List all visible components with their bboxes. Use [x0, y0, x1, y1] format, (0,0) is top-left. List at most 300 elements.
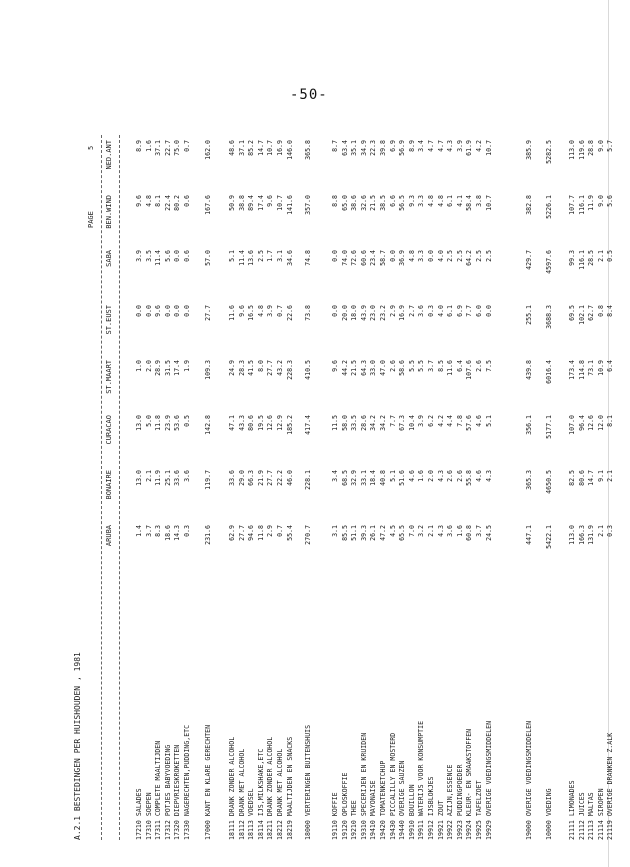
cell-value: 12.6	[266, 415, 275, 431]
row-label: 17320 DIEPVRIESKROKETTEN	[173, 744, 182, 840]
cell-value: 27.7	[266, 470, 275, 486]
cell-value: 16.9	[275, 140, 284, 156]
row-label: 18212 DRANK MET ALCOHOL	[275, 748, 284, 840]
cell-value: 4.2	[474, 140, 483, 152]
cell-value: 1.9	[182, 360, 191, 372]
cell-value: 85.5	[340, 525, 349, 541]
cell-value: 14.3	[173, 525, 182, 541]
cell-value: 55.4	[285, 525, 294, 541]
table-title: A.2.1 BESTEDINGEN PER HUISHOUDEN , 1981	[73, 652, 82, 840]
cell-value: 22.4	[163, 195, 172, 211]
cell-value: 20.0	[340, 305, 349, 321]
table-row	[341, 135, 351, 840]
cell-value: 47.2	[378, 525, 387, 541]
cell-value: 47.0	[378, 360, 387, 376]
cell-value: 3.5	[144, 250, 153, 262]
row-label: 17210 SALADES	[135, 788, 143, 840]
cell-value: 1.4	[135, 525, 143, 537]
cell-value: 57.6	[465, 415, 474, 431]
cell-value: 12.9	[275, 415, 284, 431]
row-label: 19929 OVERIGE VOEDINGSMIDDELEN	[484, 720, 493, 840]
cell-value: 0.0	[163, 305, 172, 317]
header-rule-bottom	[119, 135, 121, 840]
cell-value: 9.0	[596, 195, 605, 207]
cell-value: 4.6	[474, 470, 483, 482]
cell-value: 1.6	[417, 470, 426, 482]
cell-value: 7.0	[407, 525, 416, 537]
cell-value: 0.5	[606, 250, 615, 262]
table-row	[247, 135, 257, 840]
cell-value: 116.1	[577, 195, 586, 215]
cell-value: 3.3	[417, 195, 426, 207]
column-header: BONAIRE	[105, 470, 113, 500]
cell-value: 22.6	[285, 305, 294, 321]
cell-value: 39.8	[378, 140, 387, 156]
cell-value: 2.1	[596, 250, 605, 262]
table-row	[286, 135, 296, 840]
table-row	[135, 135, 145, 840]
row-label: 19430 PICCALILLY EN MOSTERD	[388, 732, 397, 840]
cell-value: 6.1	[446, 195, 455, 207]
cell-value: 34.6	[285, 250, 294, 266]
cell-value: 5.6	[163, 250, 172, 262]
cell-value: 36.9	[398, 250, 407, 266]
cell-value: 25.1	[163, 470, 172, 486]
cell-value: 99.3	[568, 250, 576, 266]
cell-value: 4650.5	[545, 470, 553, 494]
cell-value: 4597.6	[545, 250, 553, 274]
cell-value: 2.5	[474, 250, 483, 262]
table-row	[389, 135, 399, 840]
cell-value: 9.6	[135, 195, 143, 207]
cell-value: 9.3	[407, 195, 416, 207]
table-row	[173, 135, 183, 840]
row-label: 18219 MAALTIJDEN EN SNACKS	[285, 736, 294, 840]
cell-value: 68.5	[340, 470, 349, 486]
cell-value: 34.2	[369, 415, 378, 431]
cell-value: 69.5	[568, 305, 576, 321]
cell-value: 60.8	[465, 525, 474, 541]
cell-value: 0.0	[331, 250, 339, 262]
cell-value: 4.6	[474, 415, 483, 427]
cell-value: 65.5	[398, 525, 407, 541]
cell-value: 173.4	[568, 360, 576, 380]
cell-value: 21.9	[256, 470, 265, 486]
cell-value: 0.6	[182, 195, 191, 207]
row-group	[204, 135, 214, 840]
cell-value: 17.4	[256, 195, 265, 211]
cell-value: 94.6	[247, 525, 256, 541]
cell-value: 58.6	[398, 360, 407, 376]
row-label: 21112 JUICES	[577, 792, 586, 840]
table-row	[545, 135, 555, 840]
cell-value: 58.7	[378, 250, 387, 266]
cell-value: 2.7	[407, 305, 416, 317]
row-label: 19925 TAFELZOET	[474, 780, 483, 840]
cell-value: 4.7	[426, 140, 435, 152]
cell-value: 447.1	[525, 525, 533, 545]
row-label: 18211 DRANK ZONDER ALCOHOL	[266, 736, 275, 840]
cell-value: 9.6	[154, 305, 163, 317]
cell-value: 4.5	[388, 525, 397, 537]
cell-value: 40.8	[378, 470, 387, 486]
row-label: 19110 KOFFIE	[331, 792, 339, 840]
row-label: 21113 MALTAS	[587, 792, 596, 840]
row-label: 18000 VERTERINGEN BUITENSHUIS	[304, 724, 312, 840]
cell-value: 3.7	[426, 360, 435, 372]
table-row	[446, 135, 456, 840]
cell-value: 24.9	[228, 360, 236, 376]
cell-value: 3.3	[417, 250, 426, 262]
column-header: NED.ANT	[105, 140, 113, 170]
table-row	[417, 135, 427, 840]
table-row	[204, 135, 214, 840]
column-header: BEN.WIND	[105, 195, 113, 229]
cell-value: 2.9	[388, 305, 397, 317]
row-group	[135, 135, 193, 840]
cell-value: 2.5	[484, 250, 493, 262]
cell-value: 4.0	[436, 305, 445, 317]
row-group	[331, 135, 494, 840]
cell-value: 75.0	[173, 140, 182, 156]
cell-value: 113.0	[568, 140, 576, 160]
cell-value: 18.6	[163, 525, 172, 541]
row-label: 19120 OPLOSKOFFIE	[340, 772, 349, 840]
cell-value: 116.1	[577, 250, 586, 270]
cell-value: 0.3	[606, 525, 615, 537]
cell-value: 33.6	[173, 470, 182, 486]
row-group	[228, 135, 295, 840]
cell-value: 1.6	[455, 525, 464, 537]
cell-value: 5177.1	[545, 415, 553, 439]
cell-value: 0.0	[182, 305, 191, 317]
cell-value: 0.0	[388, 250, 397, 262]
table-row	[398, 135, 408, 840]
cell-value: 439.8	[525, 360, 533, 380]
cell-value: 2.6	[474, 360, 483, 372]
cell-value: 4.8	[436, 195, 445, 207]
page-index: 5	[87, 145, 95, 150]
cell-value: 62.9	[228, 525, 236, 541]
cell-value: 28.6	[359, 415, 368, 431]
cell-value: 64.3	[359, 360, 368, 376]
cell-value: 3.6	[182, 470, 191, 482]
cell-value: 14.7	[256, 140, 265, 156]
table-row	[427, 135, 437, 840]
cell-value: 3.6	[446, 525, 455, 537]
cell-value: 47.1	[228, 415, 236, 431]
cell-value: 9.0	[596, 140, 605, 152]
cell-value: 23.0	[369, 305, 378, 321]
cell-value: 5.1	[484, 415, 493, 427]
cell-value: 85.2	[247, 140, 256, 156]
cell-value: 5.1	[388, 470, 397, 482]
cell-value: 80.6	[247, 415, 256, 431]
cell-value: 0.6	[182, 250, 191, 262]
cell-value: 34.2	[378, 415, 387, 431]
cell-value: 109.3	[204, 360, 212, 380]
cell-value: 2.0	[144, 360, 153, 372]
column-header: ST.EUST	[105, 305, 113, 335]
cell-value: 46.0	[285, 470, 294, 486]
cell-value: 39.3	[359, 525, 368, 541]
cell-value: 8.7	[331, 140, 339, 152]
cell-value: 10.4	[407, 415, 416, 431]
cell-value: 102.1	[577, 305, 586, 325]
cell-value: 141.6	[285, 195, 294, 215]
cell-value: 23.4	[369, 250, 378, 266]
cell-value: 43.9	[359, 305, 368, 321]
cell-value: 80.6	[577, 470, 586, 486]
cell-value: 5226.1	[545, 195, 553, 219]
cell-value: 24.5	[484, 525, 493, 541]
cell-value: 9.6	[266, 195, 275, 207]
cell-value: 22.3	[369, 140, 378, 156]
cell-value: 10.7	[484, 140, 493, 156]
row-label: 19410 MAYONAISE	[369, 780, 378, 840]
cell-value: 7.5	[484, 360, 493, 372]
table-row	[485, 135, 495, 840]
cell-value: 429.7	[525, 250, 533, 270]
page-label: PAGE	[87, 211, 95, 228]
cell-value: 60.6	[359, 250, 368, 266]
cell-value: 11.8	[154, 415, 163, 431]
cell-value: 4.3	[436, 525, 445, 537]
table-row	[597, 135, 607, 840]
table-row	[587, 135, 597, 840]
cell-value: 114.8	[577, 360, 586, 380]
cell-value: 17.4	[173, 360, 182, 376]
cell-value: 18.0	[350, 305, 359, 321]
table-row	[437, 135, 447, 840]
cell-value: 185.2	[285, 415, 294, 435]
cell-value: 0.0	[426, 250, 435, 262]
row-label: 17311 COMPLETE MAALTIJDEN	[154, 740, 163, 840]
cell-value: 18.4	[369, 470, 378, 486]
cell-value: 119.7	[204, 470, 212, 490]
cell-value: 2.1	[426, 525, 435, 537]
cell-value: 44.2	[340, 360, 349, 376]
cell-value: 357.0	[304, 195, 312, 215]
row-label: 19440 OVERIGE SAUZEN	[398, 760, 407, 840]
table-row	[379, 135, 389, 840]
table-row	[145, 135, 155, 840]
cell-value: 43.2	[275, 360, 284, 376]
cell-value: 32.9	[350, 470, 359, 486]
row-label: 19420 TOMATENKETCHUP	[378, 760, 387, 840]
cell-value: 11.8	[256, 525, 265, 541]
cell-value: 107.0	[568, 415, 576, 435]
cell-value: 6.2	[426, 415, 435, 427]
cell-value: 6.0	[474, 305, 483, 317]
cell-value: 11.9	[154, 470, 163, 486]
cell-value: 3.9	[417, 415, 426, 427]
cell-value: 356.1	[525, 415, 533, 435]
row-label: 19910 BOUILLON	[407, 784, 416, 840]
cell-value: 9.6	[331, 360, 339, 372]
cell-value: 417.4	[304, 415, 312, 435]
cell-value: 4.8	[407, 250, 416, 262]
cell-value: 6.4	[455, 360, 464, 372]
cell-value: 58.0	[340, 415, 349, 431]
cell-value: 6016.4	[545, 360, 553, 384]
cell-value: 4.6	[407, 470, 416, 482]
cell-value: 33.1	[359, 470, 368, 486]
cell-value: 37.1	[237, 140, 246, 156]
cell-value: 80.2	[173, 195, 182, 211]
row-group	[304, 135, 314, 840]
table-row	[475, 135, 485, 840]
cell-value: 8.4	[606, 305, 615, 317]
table-row	[228, 135, 238, 840]
cell-value: 1.7	[266, 250, 275, 262]
header-rule-top	[101, 135, 103, 840]
cell-value: 56.5	[398, 195, 407, 211]
cell-value: 4.3	[436, 470, 445, 482]
column-header: CURACAO	[105, 415, 113, 445]
row-label: 19912 IJSBLOKJES	[426, 776, 435, 840]
cell-value: 57.0	[204, 250, 212, 266]
cell-value: 8.8	[331, 195, 339, 207]
cell-value: 11.9	[587, 195, 596, 211]
table-row	[257, 135, 267, 840]
cell-value: 11.6	[446, 360, 455, 376]
row-label: 19310 SPECERIJEN EN KRUIDEN	[359, 732, 368, 840]
cell-value: 0.0	[484, 305, 493, 317]
table-row	[350, 135, 360, 840]
cell-value: 365.8	[304, 140, 312, 160]
cell-value: 3.2	[417, 525, 426, 537]
cell-value: 38.6	[350, 195, 359, 211]
cell-value: 0.0	[144, 305, 153, 317]
cell-value: 0.5	[182, 415, 191, 427]
cell-value: 228.3	[285, 360, 294, 380]
cell-value: 107.7	[568, 195, 576, 215]
cell-value: 11.4	[237, 250, 246, 266]
cell-value: 62.7	[587, 305, 596, 321]
row-label: 19210 THEE	[350, 800, 359, 840]
cell-value: 113.0	[568, 525, 576, 545]
cell-value: 3.1	[275, 250, 284, 262]
cell-value: 7.7	[388, 415, 397, 427]
cell-value: 2.6	[388, 360, 397, 372]
row-group	[525, 135, 535, 840]
cell-value: 3688.3	[545, 305, 553, 329]
cell-value: 23.2	[378, 305, 387, 321]
cell-value: 23.9	[163, 415, 172, 431]
cell-value: 43.3	[237, 415, 246, 431]
cell-value: 385.9	[525, 140, 533, 160]
row-label: 21119 OVERIGE DRANKEN Z.ALK	[606, 732, 615, 840]
column-header: SABA	[105, 250, 113, 267]
cell-value: 3.1	[331, 525, 339, 537]
cell-value: 13.6	[247, 250, 256, 266]
cell-value: 74.0	[340, 250, 349, 266]
cell-value: 8.1	[154, 195, 163, 207]
cell-value: 2.1	[596, 525, 605, 537]
row-label: 10000 VOEDING	[545, 788, 553, 840]
page-number: -50-	[290, 87, 328, 103]
cell-value: 74.8	[304, 250, 312, 266]
cell-value: 22.2	[275, 470, 284, 486]
cell-value: 26.1	[369, 525, 378, 541]
cell-value: 4.8	[256, 305, 265, 317]
cell-value: 82.5	[568, 470, 576, 486]
cell-value: 146.0	[285, 140, 294, 160]
cell-value: 255.1	[525, 305, 533, 325]
cell-value: 35.1	[350, 140, 359, 156]
table-row	[304, 135, 314, 840]
cell-value: 410.5	[304, 360, 312, 380]
cell-value: 162.0	[204, 140, 212, 160]
cell-value: 29.0	[237, 470, 246, 486]
row-label: 19921 ZOUT	[436, 800, 445, 840]
cell-value: 2.5	[256, 250, 265, 262]
cell-value: 166.3	[577, 525, 586, 545]
cell-value: 51.1	[350, 525, 359, 541]
column-header: ARUBA	[105, 525, 113, 547]
cell-value: 14.7	[587, 470, 596, 486]
cell-value: 28.8	[587, 140, 596, 156]
row-label: 19000 OVERIGE VOEDINGSMIDDELEN	[525, 720, 533, 840]
cell-value: 0.3	[182, 525, 191, 537]
cell-value: 28.9	[154, 360, 163, 376]
cell-value: 12.6	[587, 415, 596, 431]
cell-value: 10.7	[266, 140, 275, 156]
cell-value: 5.1	[228, 250, 236, 262]
table-row	[331, 135, 341, 840]
cell-value: 0.7	[275, 305, 284, 317]
cell-value: 61.9	[465, 140, 474, 156]
cell-value: 3.6	[417, 305, 426, 317]
row-label: 18112 DRANK MET ALCOHOL	[237, 748, 246, 840]
cell-value: 8.3	[154, 525, 163, 537]
cell-value: 1.0	[135, 360, 143, 372]
cell-value: 63.4	[340, 140, 349, 156]
cell-value: 16.5	[247, 305, 256, 321]
cell-value: 3.7	[474, 525, 483, 537]
cell-value: 5.0	[144, 415, 153, 427]
cell-value: 231.6	[204, 525, 212, 545]
cell-value: 10.9	[596, 360, 605, 376]
cell-value: 0.0	[173, 305, 182, 317]
cell-value: 2.0	[426, 470, 435, 482]
cell-value: 33.0	[369, 360, 378, 376]
cell-value: 3.9	[266, 305, 275, 317]
cell-value: 8.5	[436, 360, 445, 372]
cell-value: 73.1	[587, 360, 596, 376]
table-row	[276, 135, 286, 840]
row-group	[545, 135, 555, 840]
cell-value: 64.2	[465, 250, 474, 266]
cell-value: 48.6	[228, 140, 236, 156]
row-label: 19923 PUDDINGPOEDER	[455, 764, 464, 840]
row-label: 17330 NAGERECHTEN,PUDDING,ETC	[182, 724, 191, 840]
table-row	[408, 135, 418, 840]
cell-value: 10.7	[484, 195, 493, 211]
cell-value: 37.1	[154, 140, 163, 156]
cell-value: 96.4	[577, 415, 586, 431]
cell-value: 67.3	[398, 415, 407, 431]
row-label: 21111 LIMONADES	[568, 780, 576, 840]
cell-value: 0.3	[426, 305, 435, 317]
cell-value: 8.1	[606, 415, 615, 427]
cell-value: 27.7	[204, 305, 212, 321]
cell-value: 5.5	[417, 360, 426, 372]
cell-value: 3.4	[331, 470, 339, 482]
cell-value: 55.8	[465, 470, 474, 486]
cell-value: 0.8	[596, 305, 605, 317]
